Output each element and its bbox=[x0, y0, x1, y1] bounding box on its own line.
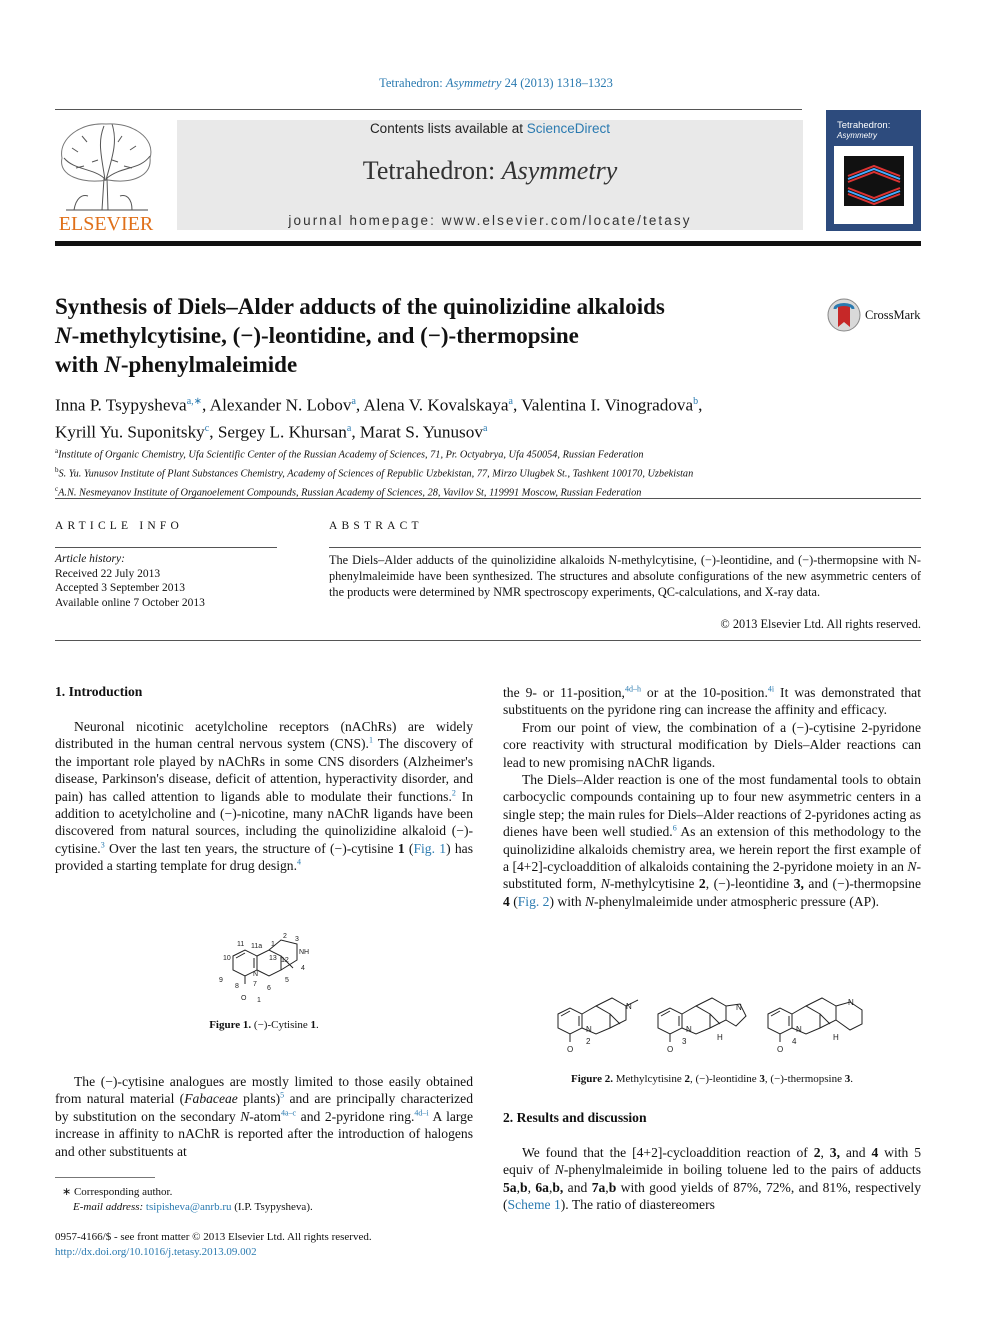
atom-label: O bbox=[777, 1045, 784, 1054]
paragraph-text: , bbox=[605, 1179, 609, 1195]
compound-number: 6a bbox=[535, 1179, 549, 1195]
right-column-text bbox=[503, 684, 921, 910]
paragraph-text: , (−)-leontidine bbox=[705, 876, 794, 892]
cross-reference-link[interactable]: Fig. 2 bbox=[517, 893, 550, 909]
email-label: E-mail address: bbox=[73, 1201, 146, 1213]
abstract-copyright: © 2013 Elsevier Ltd. All rights reserved. bbox=[720, 617, 921, 631]
compound-number: 4 bbox=[503, 893, 510, 909]
footnote-rule bbox=[55, 1177, 155, 1178]
atom-label: N bbox=[796, 1025, 802, 1034]
figure-2-text: Methylcytisine bbox=[612, 1073, 685, 1085]
paragraph-text: , bbox=[516, 1179, 520, 1195]
paragraph-text: ) with bbox=[549, 893, 585, 909]
atom-label: O bbox=[567, 1045, 574, 1054]
compound-number: b bbox=[520, 1179, 528, 1195]
title-line-3b: -phenylmaleimide bbox=[120, 352, 298, 377]
affiliation-text: S. Yu. Yunusov Institute of Plant Substances Chemistry, Academy of Sciences of Republic Uzbekistan, 77, Mirzo Ulugbek St., Tashkent 100170, Uzbekistan bbox=[58, 468, 694, 480]
affiliation-text: A.N. Nesmeyanov Institute of Organoelement Compounds, Russian Academy of Sciences, 28, Vavilov St, 119991 Moscow, Russian Federation bbox=[58, 487, 642, 499]
figure-2-label: Figure 2. bbox=[571, 1073, 613, 1085]
atom-label: 13 bbox=[269, 955, 277, 962]
masthead-rule bbox=[55, 241, 921, 246]
journal-title bbox=[177, 156, 803, 186]
paragraph-text: the 9- or 11-position, bbox=[503, 685, 625, 700]
paragraph-text: The (−)-cytisine analogues are mostly limited to those easily obtained from natural material ( bbox=[55, 1074, 473, 1107]
cross-reference-link[interactable]: Fig. 1 bbox=[413, 840, 447, 856]
reference-superscript[interactable]: 4i bbox=[767, 684, 775, 694]
reference-superscript[interactable]: 3 bbox=[100, 840, 105, 850]
cover-subtitle: Asymmetry bbox=[837, 131, 877, 140]
paragraph-text: , bbox=[527, 1179, 536, 1195]
author-affiliation-mark[interactable]: c bbox=[204, 422, 210, 434]
paragraph-text: The discovery of the important role played by nAChRs in some CNS disorders (Alzheimer's disease, Parkinson's disease, deficit of attention, hyperactivity disorder, and pain) has called attention to ligands able to modulate their functions. bbox=[55, 736, 473, 804]
atom-label: 2 bbox=[586, 1037, 591, 1046]
affiliation-text: Institute of Organic Chemistry, Ufa Scientific Center of the Russian Academy of Sciences, 71, Pr. Octyabrya, Ufa 450054, Russian Federation bbox=[58, 449, 644, 461]
author-affiliation-mark[interactable]: a bbox=[346, 422, 352, 434]
title-line-1: Synthesis of Diels–Alder adducts of the quinolizidine alkaloids bbox=[55, 294, 665, 319]
atom-label: 1 bbox=[271, 941, 275, 948]
cover-banner bbox=[834, 118, 913, 146]
paragraph-text: In addition to acetylcholine and (−)-nicotine, many nAChR ligands have been discovered from natural sources, including the quinolizidine alkaloid (−)-cytisine. bbox=[55, 788, 473, 856]
journal-name-italic: Asymmetry bbox=[501, 156, 618, 185]
atom-label: 7 bbox=[253, 981, 257, 988]
compound-number: b, bbox=[552, 1179, 564, 1195]
figure-2-text: , (−)-thermopsine bbox=[764, 1073, 845, 1085]
paragraph-text: Over the last ten years, the structure of (−)-cytisine bbox=[104, 840, 398, 856]
paragraph-text: and bbox=[840, 1145, 872, 1160]
article-info-heading: ARTICLE INFO bbox=[55, 520, 183, 532]
journal-cover bbox=[826, 110, 921, 231]
paragraph-text: A large increase in affinity to nAChR is reported after the introduction of halogens and other substituents at bbox=[55, 1108, 474, 1159]
paragraph-text: The Diels–Alder reaction is one of the most fundamental tools to obtain carbocyclic compounds containing up to four new asymmetric centers in a single step; the main rules for Diels–Alder reactions of 2-pyridones acting as dienes have been well studied. bbox=[503, 772, 921, 840]
author-separator: , bbox=[512, 395, 522, 415]
atom-label: N bbox=[253, 971, 259, 978]
author-affiliation-mark[interactable]: a,∗ bbox=[186, 396, 203, 407]
email-owner: (I.P. Tsypysheva). bbox=[231, 1201, 313, 1213]
atom-label: 11a bbox=[251, 943, 263, 950]
paragraph-text: plants) bbox=[237, 1091, 281, 1107]
online-date: Available online 7 October 2013 bbox=[55, 596, 205, 609]
affiliation-mark: c bbox=[55, 484, 59, 493]
italic-text: Fabaceae bbox=[184, 1091, 238, 1107]
article-history bbox=[55, 552, 275, 610]
compound-number: 2 bbox=[698, 876, 706, 892]
article-title bbox=[55, 292, 775, 379]
author-separator: , bbox=[355, 395, 364, 415]
author-separator: , bbox=[209, 422, 218, 442]
paragraph-text: and (−)-thermopsine bbox=[803, 876, 922, 892]
elsevier-wordmark: ELSEVIER bbox=[58, 213, 154, 235]
author-separator: , bbox=[351, 422, 360, 442]
cover-inner bbox=[834, 118, 913, 224]
reference-superscript[interactable]: 6 bbox=[672, 823, 677, 833]
compound-number: b bbox=[608, 1179, 617, 1195]
figure-2-compound: 2 bbox=[684, 1073, 690, 1085]
affiliation-mark: b bbox=[55, 465, 59, 474]
contents-prefix: Contents lists available at bbox=[369, 121, 527, 136]
journal-citation[interactable] bbox=[0, 76, 992, 91]
title-line-2: -methylcytisine, (−)-leontidine, and (−)-thermopsine bbox=[71, 323, 579, 348]
atom-label: N bbox=[848, 998, 854, 1007]
contents-line bbox=[177, 121, 803, 136]
figure-2-structures bbox=[550, 990, 890, 1054]
paragraph-text: It was demonstrated that substituents on the pyridone ring can increase the affinity and efficacy. bbox=[503, 685, 921, 718]
figure-2-text: , (−)-leontidine bbox=[689, 1073, 760, 1085]
abstract-heading: ABSTRACT bbox=[329, 520, 423, 532]
intro-paragraph-2 bbox=[55, 1073, 473, 1160]
author-name: Sergey L. Khursan bbox=[217, 422, 347, 442]
reference-superscript[interactable]: 1 bbox=[368, 735, 373, 745]
footnote-corresponding: ∗ Corresponding author. bbox=[62, 1186, 173, 1198]
italic-text: N bbox=[240, 1108, 250, 1124]
atom-label: 1 bbox=[257, 997, 261, 1004]
compound-number: 4 bbox=[871, 1145, 879, 1160]
figure-1-label: Figure 1. bbox=[209, 1019, 252, 1031]
italic-text: N bbox=[600, 876, 610, 892]
right-paragraph-1: From our point of view, the combination of a (−)-cytisine 2-pyridone core reactivity with structural modification by Diels–Alder reactions can lead to new promising nAChR ligands. bbox=[503, 719, 921, 770]
author-name: Valentina I. Vinogradova bbox=[521, 395, 694, 415]
paragraph-text: -phenylmaleimide under atmospheric pressure (AP). bbox=[594, 893, 880, 909]
figure-2-compound: 3 bbox=[844, 1073, 851, 1085]
intro-paragraph-1 bbox=[55, 718, 473, 875]
figure-1-structure bbox=[205, 926, 325, 1006]
cross-reference-link[interactable]: Scheme 1 bbox=[507, 1197, 561, 1213]
paragraph-text: and 2-pyridone ring. bbox=[296, 1108, 415, 1124]
reference-superscript[interactable]: 4a–c bbox=[281, 1108, 297, 1118]
author-separator: , bbox=[698, 395, 703, 415]
article-info-rule bbox=[55, 547, 277, 548]
atom-label: N bbox=[626, 1002, 632, 1011]
atom-label: 10 bbox=[223, 955, 231, 962]
atom-label: O bbox=[241, 995, 247, 1002]
title-line-2-italic: N bbox=[55, 323, 72, 348]
journal-homepage[interactable]: journal homepage: www.elsevier.com/locate/tetasy bbox=[288, 213, 692, 228]
author-affiliation-mark[interactable]: a bbox=[482, 422, 488, 434]
reference-superscript[interactable]: 4 bbox=[296, 857, 301, 867]
results-paragraph-1 bbox=[503, 1144, 921, 1214]
compound-number: 3, bbox=[829, 1145, 840, 1160]
italic-text: N bbox=[554, 1162, 564, 1178]
compound-number: 5a bbox=[503, 1179, 517, 1195]
cover-title: Tetrahedron: bbox=[837, 120, 891, 131]
figure-2-text: . bbox=[850, 1073, 853, 1085]
atom-label: 5 bbox=[285, 977, 289, 984]
doi-link[interactable]: http://dx.doi.org/10.1016/j.tetasy.2013.09.002 bbox=[55, 1246, 257, 1258]
paragraph-text: or at the 10-position. bbox=[640, 685, 768, 700]
figure-1-end: . bbox=[316, 1019, 319, 1031]
paragraph-text: with good yields of 87%, 72%, and 81%, respectively ( bbox=[503, 1179, 921, 1213]
compound-number: 2 bbox=[813, 1145, 821, 1160]
reference-superscript[interactable]: 4d–h bbox=[624, 684, 641, 694]
atom-label: H bbox=[717, 1033, 723, 1042]
author-affiliation-mark[interactable]: a bbox=[508, 396, 513, 407]
paragraph-text: ) has provided a starting template for drug design. bbox=[55, 840, 473, 874]
abstract-rule bbox=[329, 547, 921, 548]
paragraph-text: ). The ratio of diastereomers bbox=[560, 1197, 715, 1213]
compound-number: 1 bbox=[397, 840, 405, 856]
atom-label: 6 bbox=[267, 985, 271, 992]
title-line-3a: with bbox=[55, 352, 105, 377]
author-affiliation-mark[interactable]: b bbox=[693, 396, 699, 407]
atom-label: 4 bbox=[301, 965, 305, 972]
atom-label: N bbox=[736, 1003, 742, 1012]
author-name: Inna P. Tsypysheva bbox=[55, 395, 187, 415]
atom-label: N bbox=[586, 1025, 592, 1034]
figure-2-compound: 3 bbox=[759, 1073, 765, 1085]
paragraph-text: Neuronal nicotinic acetylcholine receptors (nAChRs) are widely distributed in the human central nervous system (CNS). bbox=[55, 719, 473, 752]
abstract-bottom-rule bbox=[55, 640, 921, 641]
paragraph-text: with 5 equiv of bbox=[503, 1145, 921, 1178]
author-list bbox=[55, 390, 921, 443]
figure-2-caption bbox=[503, 1073, 921, 1085]
header-rule bbox=[55, 109, 802, 110]
atom-label: 3 bbox=[682, 1037, 687, 1046]
email-link[interactable]: tsipisheva@anrb.ru bbox=[145, 1201, 232, 1213]
atom-label: 11 bbox=[237, 941, 245, 948]
issn-line: 0957-4166/$ - see front matter © 2013 Elsevier Ltd. All rights reserved. bbox=[55, 1231, 372, 1243]
affiliation-line bbox=[55, 463, 921, 482]
paragraph-text: -substituted form, bbox=[503, 859, 921, 892]
paragraph-text: We found that the [4+2]-cycloaddition reaction of bbox=[522, 1145, 814, 1160]
reference-superscript[interactable]: 5 bbox=[280, 1090, 285, 1100]
paragraph-text: ( bbox=[509, 893, 518, 909]
author-separator: , bbox=[202, 395, 210, 415]
abstract-text: The Diels–Alder adducts of the quinolizidine alkaloids N-methylcytisine, (−)-leontidine, and (−)-thermopsine with N-phenylmaleimide have been synthesized. The structures and absolute configurations of the new asymmetric centers of the products were determined by NMR spectroscopy experiments, QC-calculations, and X-ray data. bbox=[329, 553, 921, 599]
results-heading: 2. Results and discussion bbox=[503, 1110, 647, 1125]
accepted-date: Accepted 3 September 2013 bbox=[55, 582, 185, 594]
author-affiliation-mark[interactable]: a bbox=[351, 396, 356, 407]
affiliation-mark: a bbox=[55, 447, 59, 455]
crossmark-badge[interactable] bbox=[826, 297, 926, 335]
reference-superscript[interactable]: 2 bbox=[451, 788, 456, 798]
received-date: Received 22 July 2013 bbox=[55, 567, 161, 580]
atom-label: 4 bbox=[792, 1037, 797, 1046]
affiliation-line bbox=[55, 444, 921, 463]
cover-artwork bbox=[834, 146, 913, 222]
paragraph-text: ( bbox=[404, 840, 414, 856]
atom-label: 8 bbox=[235, 983, 239, 990]
compound-number: 7a bbox=[591, 1179, 606, 1195]
elsevier-logo bbox=[52, 118, 160, 236]
paragraph-text: , bbox=[820, 1145, 830, 1160]
atom-label: N bbox=[686, 1025, 692, 1034]
sciencedirect-link[interactable]: ScienceDirect bbox=[526, 121, 611, 136]
footnote-email bbox=[73, 1200, 473, 1215]
paragraph-text: and bbox=[563, 1179, 592, 1195]
title-line-3-italic: N bbox=[104, 352, 121, 377]
citation-volume: 24 (2013) 1318–1323 bbox=[501, 76, 613, 90]
figure-1-caption bbox=[55, 1019, 473, 1031]
atom-label: 3 bbox=[295, 936, 299, 943]
reference-superscript[interactable]: 4d–i bbox=[414, 1108, 429, 1118]
crossmark-label: CrossMark bbox=[865, 308, 921, 322]
atom-label: NH bbox=[299, 949, 310, 956]
crossmark-icon bbox=[826, 297, 862, 333]
atom-label: 12 bbox=[281, 957, 289, 964]
atom-label: 9 bbox=[219, 977, 223, 984]
atom-label: H bbox=[833, 1033, 839, 1042]
paragraph-text: As an extension of this methodology to the quinolizidine alkaloids chemistry area, we herein report the first example of a [4+2]-cycloaddition of alkaloids containing the 2-pyridone moiety in an bbox=[503, 824, 922, 875]
paragraph-text: -phenylmaleimide in boiling toluene led to the pairs of adducts bbox=[563, 1162, 921, 1178]
citation-journal-italic: Asymmetry bbox=[445, 76, 502, 90]
paragraph-text: -atom bbox=[249, 1108, 281, 1124]
atom-label: 2 bbox=[283, 933, 287, 940]
paragraph-text: , bbox=[548, 1179, 553, 1195]
figure-1-text: (−)-Cytisine bbox=[251, 1019, 311, 1031]
author-name: Marat S. Yunusov bbox=[359, 422, 483, 442]
history-label: Article history: bbox=[55, 553, 125, 565]
figure-1-compound: 1 bbox=[310, 1019, 317, 1031]
journal-name: Tetrahedron: bbox=[362, 156, 502, 185]
author-name: Alena V. Kovalskaya bbox=[363, 395, 509, 415]
paragraph-text: and are principally characterized by substitution on the secondary bbox=[55, 1091, 473, 1124]
author-name: Alexander N. Lobov bbox=[209, 395, 352, 415]
affiliations bbox=[55, 444, 921, 501]
author-name: Kyrill Yu. Suponitsky bbox=[55, 422, 205, 442]
citation-journal: Tetrahedron: bbox=[379, 76, 446, 90]
italic-text: N bbox=[584, 893, 595, 909]
atom-label: O bbox=[667, 1045, 674, 1054]
compound-number: 3, bbox=[793, 876, 804, 892]
intro-heading: 1. Introduction bbox=[55, 684, 143, 699]
paragraph-text: -methylcytisine bbox=[609, 876, 699, 892]
affiliation-rule bbox=[55, 498, 921, 499]
italic-text: N bbox=[907, 859, 917, 875]
